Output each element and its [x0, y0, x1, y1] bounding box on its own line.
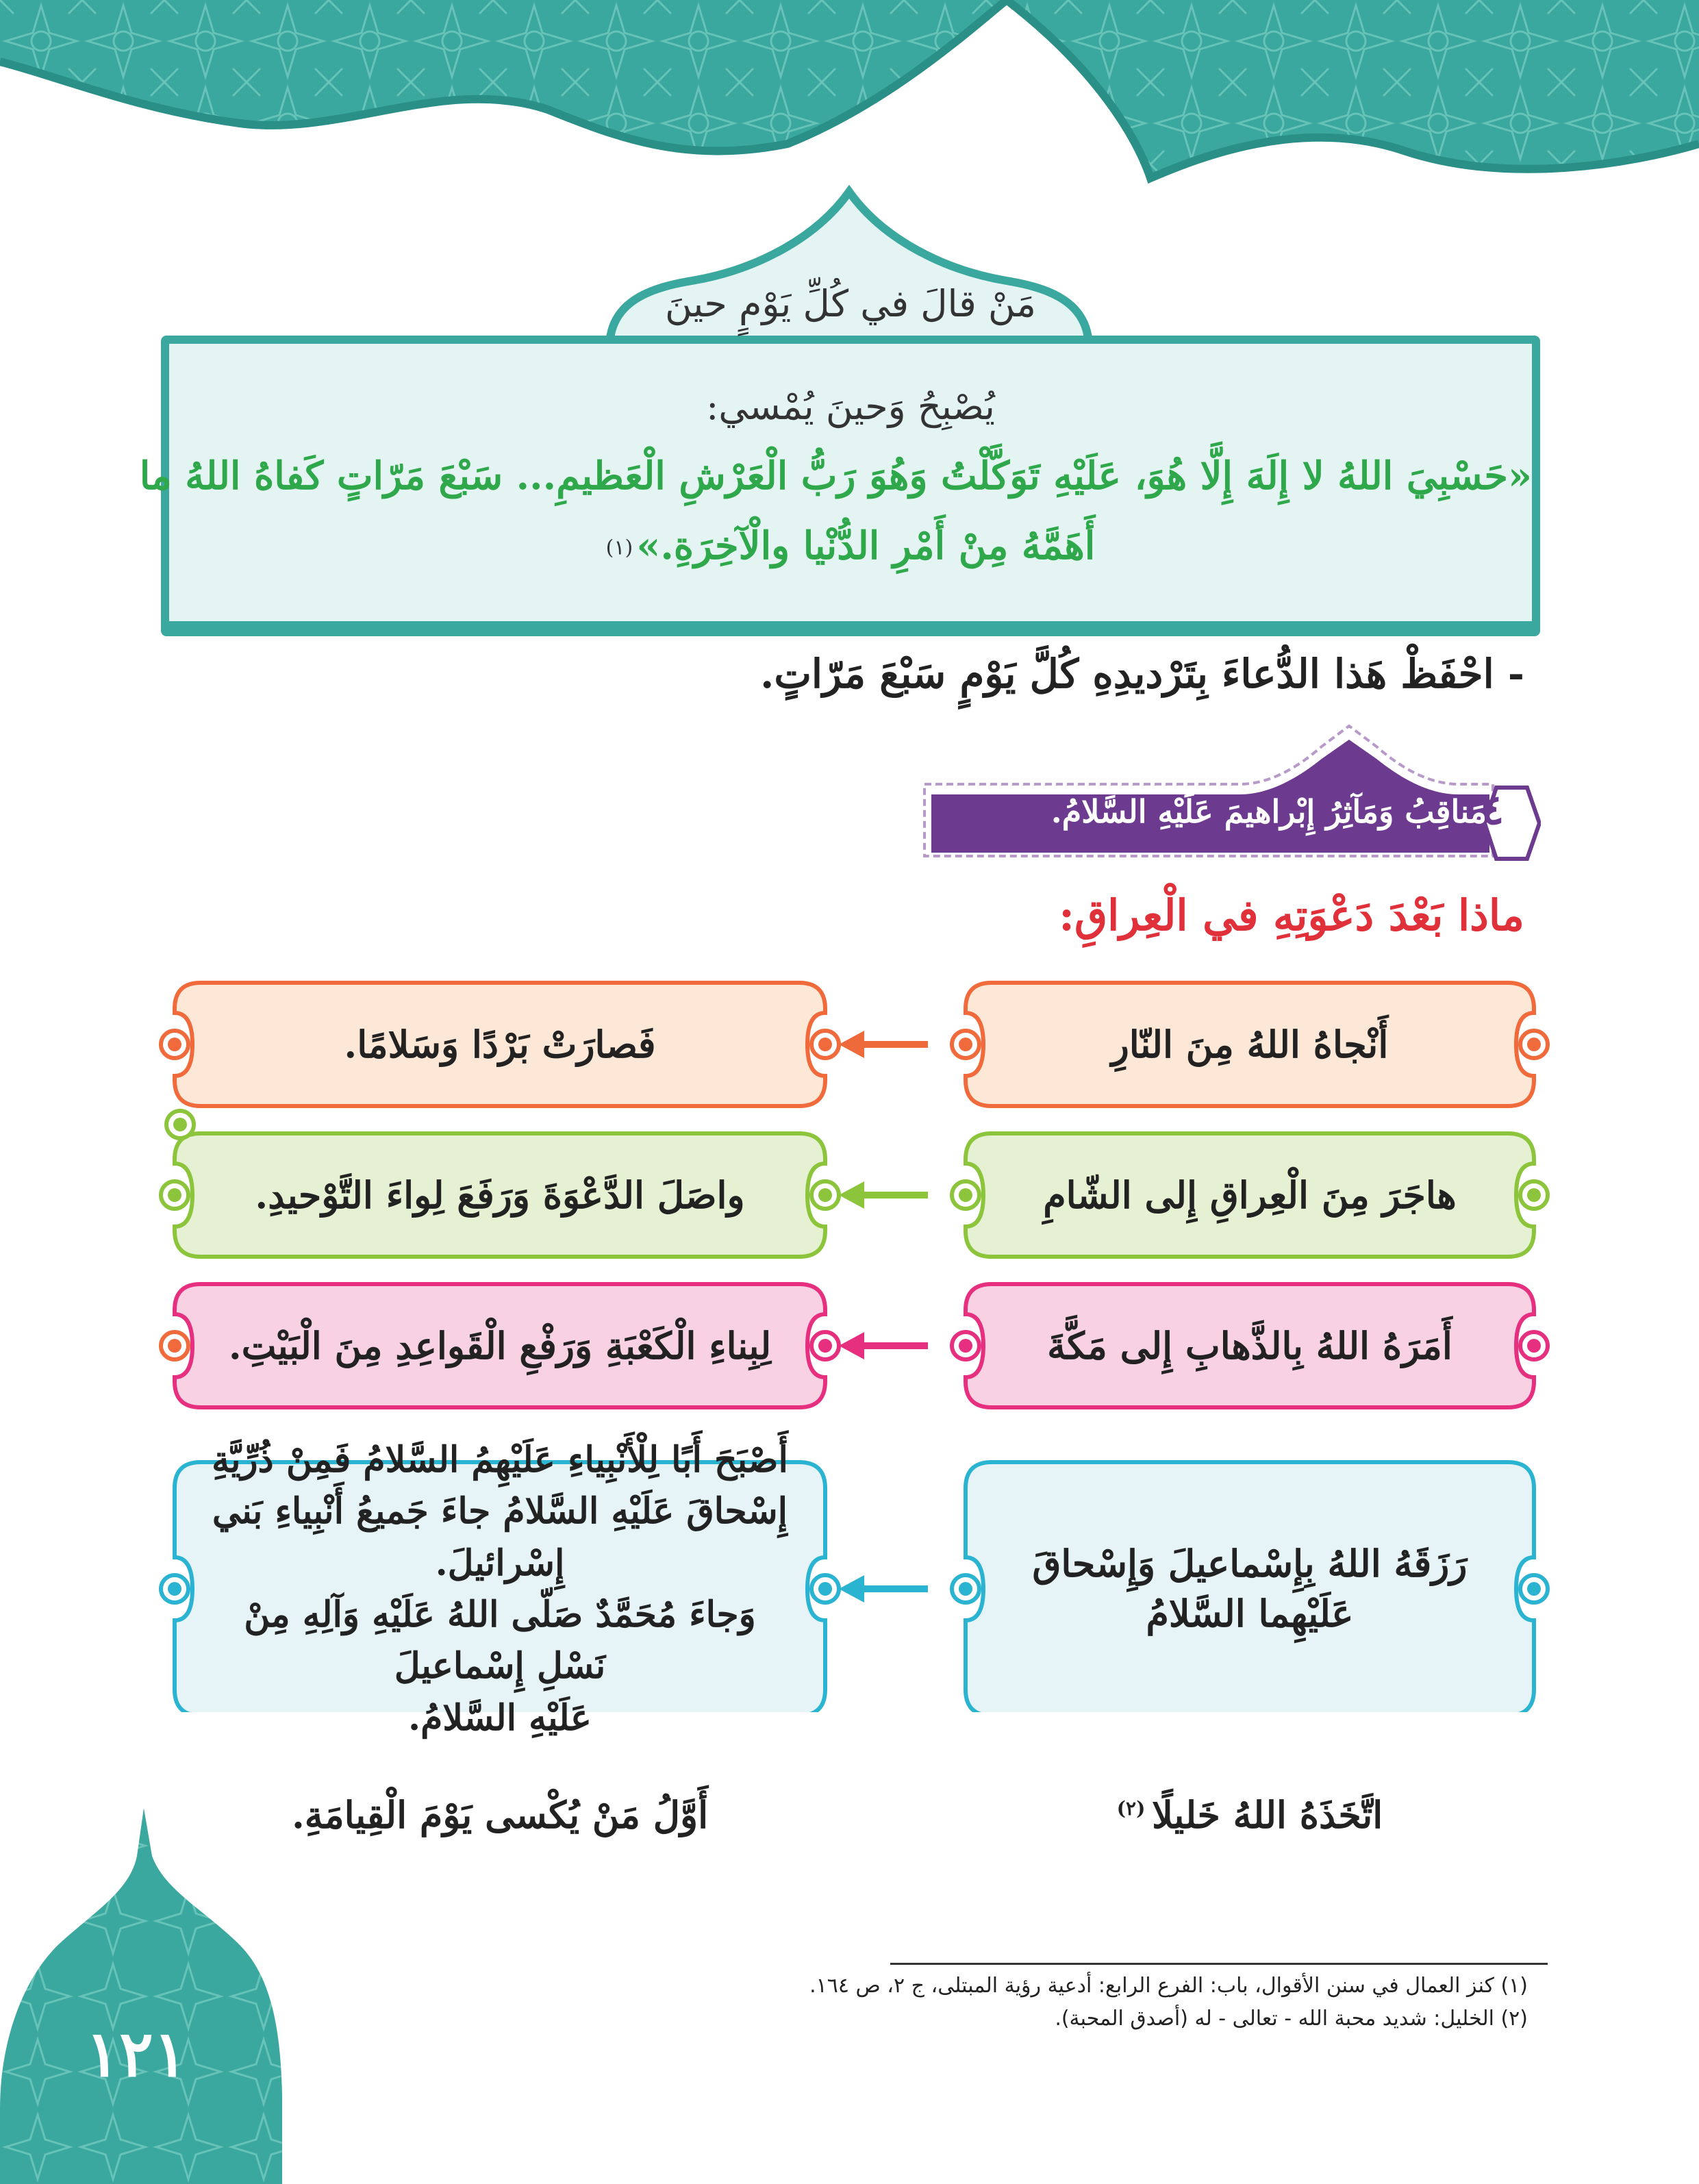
result-text-line: أَصْبَحَ أَبًا لِلْأَنْبِياءِ عَلَيْهِمُ السَّلامُ فَمِنْ ذُرِّيَّةِ [212, 1438, 788, 1481]
dua-text-line1: «حَسْبِيَ اللهُ لا إِلَهَ إِلَّا هُوَ، عَلَيْهِ تَوَكَّلْتُ وَهُوَ رَبُّ الْعَرْشِ الْعَظيمِ... سَبْعَ مَرّاتٍ كَفاهُ اللهُ ما [139, 453, 1532, 499]
cause-text [1000, 1462, 1500, 1716]
result-text-line: أَوَّلُ مَنْ يُكْسى يَوْمَ الْقِيامَةِ. [291, 1792, 709, 1837]
result-text [209, 983, 791, 1106]
footnote-1: (١) كنز العمال في سنن الأقوال، باب: الفرع الرابع: أدعية رؤية المبتلى، ج ٢، ص ١٦٤. [809, 1974, 1528, 1998]
result-text-line: عَلَيْهِ السَّلامُ. [408, 1696, 592, 1739]
cause-text [1000, 1133, 1500, 1257]
arrow-head [839, 1181, 864, 1209]
result-text [209, 1438, 791, 1739]
instruction-text: - احْفَظْ هَذا الدُّعاءَ بِتَرْديدِهِ كُلَّ يَوْمٍ سَبْعَ مَرّاتٍ. [760, 651, 1524, 697]
cause-text [1000, 1284, 1500, 1407]
result-text [209, 1133, 791, 1257]
cause-text-line: اتَّخَذَهُ اللهُ خَليلًا $^{(٢)}$ [1116, 1792, 1383, 1837]
cause-footnote-ref: (٢) [1116, 1796, 1153, 1820]
arrow-head [839, 1332, 864, 1359]
dua-intro-line2: يُصْبِحُ وَحينَ يُمْسي: [706, 385, 995, 428]
section-number: ٤ [1481, 786, 1505, 834]
cause-text-lines [1043, 1170, 1457, 1220]
page-number: ١٢١ [86, 2017, 188, 2091]
cause-text [1000, 1753, 1500, 1877]
result-text-lines [229, 1321, 771, 1371]
footnote-divider [890, 1963, 1548, 1965]
result-text-line: لِبِناءِ الْكَعْبَةِ وَرَفْعِ الْقَواعِدِ مِنَ الْبَيْتِ. [228, 1323, 772, 1368]
footnote-2: (٢) الخليل: شديد محبة الله - تعالى - له (أصدق المحبة). [1055, 2007, 1528, 2031]
decorative-dot-core [173, 1118, 187, 1131]
cause-right-dot-core [1527, 1582, 1541, 1596]
result-text-line: وَجاءَ مُحَمَّدٌ صَلّى اللهُ عَلَيْهِ وَآلِهِ مِنْ نَسْلِ إِسْماعيلَ [244, 1594, 756, 1687]
cause-left-dot-core [959, 1339, 972, 1353]
cause-left-dot-core [959, 1582, 972, 1596]
result-text [209, 1284, 791, 1407]
cause-right-dot-core [1527, 1188, 1541, 1202]
result-left-dot-core [168, 1038, 181, 1051]
result-text-line: واصَلَ الدَّعْوَةَ وَرَفَعَ لِواءَ التَّوْحيدِ. [255, 1172, 745, 1217]
arrow-head [839, 1575, 864, 1603]
result-text-lines [292, 1790, 708, 1840]
question-heading: ماذا بَعْدَ دَعْوَتِهِ في الْعِراقِ: [1059, 890, 1524, 940]
result-text-line: إِسْحاقَ عَلَيْهِ السَّلامُ جاءَ جَميعُ أَنْبِياءِ بَني [212, 1490, 788, 1533]
cause-text-line: أَمَرَهُ اللهُ بِالذَّهابِ إِلى مَكَّةَ [1047, 1323, 1452, 1368]
result-right-dot-core [818, 1188, 832, 1202]
page-number-dome [0, 1808, 288, 2184]
cause-text-line: هاجَرَ مِنَ الْعِراقِ إِلى الشّامِ [1043, 1172, 1457, 1217]
cause-right-dot-core [1527, 1339, 1541, 1353]
result-right-dot-core [818, 1339, 832, 1353]
result-right-dot-core [818, 1038, 832, 1051]
arrow-head [839, 1031, 864, 1058]
dua-intro-line1: مَنْ قالَ في كُلِّ يَوْمٍ حينَ [665, 282, 1036, 325]
cause-text-lines [1111, 1020, 1389, 1070]
cause-text-lines [1000, 1539, 1500, 1639]
result-left-dot-core [168, 1339, 181, 1353]
cause-text-line: رَزَقَهُ اللهُ بِإِسْماعيلَ وَإِسْحاقَ عَلَيْهِما السَّلامُ [1032, 1542, 1468, 1635]
dua-footnote-ref: (١) [605, 536, 633, 560]
cause-left-dot-core [959, 1188, 972, 1202]
result-text-lines [209, 1434, 791, 1744]
result-text [209, 1753, 791, 1877]
cause-text [1000, 983, 1500, 1106]
result-text-line: إِسْرائيلَ. [435, 1542, 565, 1584]
cause-text-lines [1117, 1790, 1383, 1840]
cause-right-dot-core [1527, 1038, 1541, 1051]
dua-text-line2: أَهَمَّهُ مِنْ أَمْرِ الدُّنْيا والْآخِرَةِ.» [636, 523, 1096, 568]
result-text-lines [344, 1020, 655, 1070]
cause-text-line: أَنْجاهُ اللهُ مِنَ النّارِ [1111, 1022, 1389, 1066]
result-right-dot-core [818, 1582, 832, 1596]
cause-left-dot-core [959, 1038, 972, 1051]
cause-text-lines [1047, 1321, 1452, 1371]
result-text-lines [255, 1170, 744, 1220]
result-left-dot-core [168, 1582, 181, 1596]
result-text-line: فَصارَتْ بَرْدًا وَسَلامًا. [344, 1022, 656, 1066]
section-title: مَناقِبُ وَمَآثِرُ إِبْراهيمَ عَلَيْهِ السَّلامُ. [1050, 793, 1487, 830]
result-left-dot-core [168, 1188, 181, 1202]
